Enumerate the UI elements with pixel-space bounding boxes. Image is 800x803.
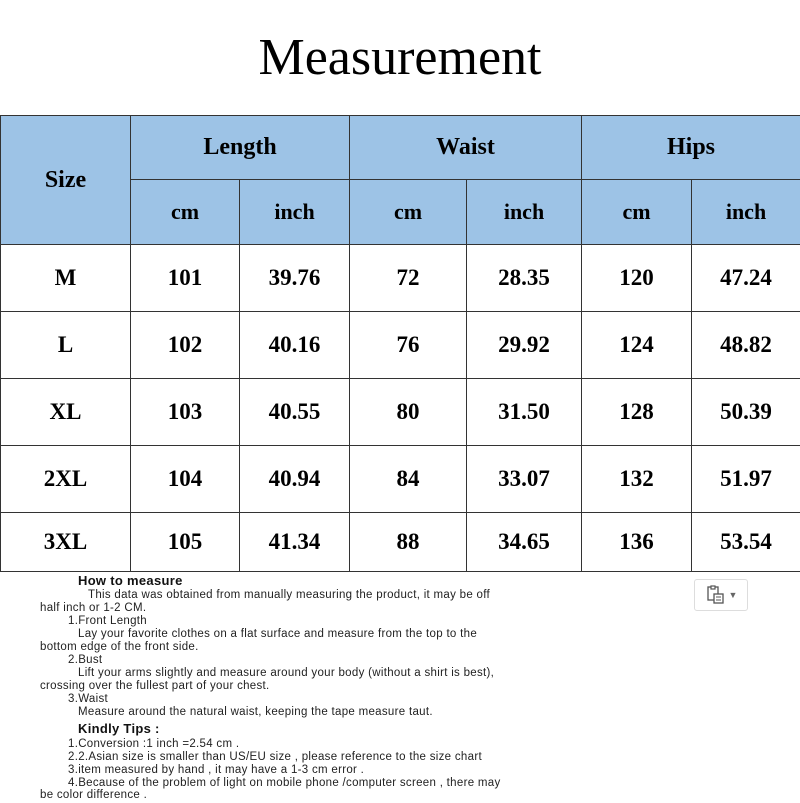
- size-cell: XL: [1, 379, 131, 446]
- note-line: Measure around the natural waist, keeping the tape measure taut.: [78, 705, 433, 720]
- unit-header: cm: [131, 180, 240, 245]
- table-row: [1, 245, 800, 312]
- table-cell: 53.54: [692, 513, 800, 572]
- table-cell: 72: [350, 245, 467, 312]
- table-cell: 50.39: [692, 379, 800, 446]
- size-cell: L: [1, 312, 131, 379]
- unit-header: inch: [467, 180, 582, 245]
- tip-line: be color difference .: [40, 788, 147, 803]
- note-line: This data was obtained from manually measuring the product, it may be off: [88, 588, 490, 603]
- table-cell: 101: [131, 245, 240, 312]
- table-cell: 128: [582, 379, 692, 446]
- table-cell: 31.50: [467, 379, 582, 446]
- page-title: Measurement: [0, 0, 800, 116]
- tip-line: 3.item measured by hand , it may have a 1-3 cm error .: [68, 763, 364, 778]
- table-cell: 28.35: [467, 245, 582, 312]
- table-cell: 51.97: [692, 446, 800, 513]
- note-line: Lift your arms slightly and measure around your body (without a shirt is best),: [78, 666, 494, 681]
- table-cell: 124: [582, 312, 692, 379]
- table-cell: 33.07: [467, 446, 582, 513]
- note-line: bottom edge of the front side.: [40, 640, 199, 655]
- chevron-down-icon: ▼: [729, 590, 738, 600]
- length-header: Length: [131, 116, 350, 180]
- note-line: 2.Bust: [68, 653, 102, 668]
- paste-options-icon: [705, 585, 725, 605]
- table-row: [1, 379, 800, 446]
- paste-options-button[interactable]: [694, 579, 748, 611]
- table-cell: 105: [131, 513, 240, 572]
- table-cell: 80: [350, 379, 467, 446]
- table-cell: 47.24: [692, 245, 800, 312]
- note-line: crossing over the fullest part of your chest.: [40, 679, 270, 694]
- table-cell: 103: [131, 379, 240, 446]
- table-cell: 29.92: [467, 312, 582, 379]
- table-cell: 39.76: [240, 245, 350, 312]
- unit-header: cm: [582, 180, 692, 245]
- unit-header: cm: [350, 180, 467, 245]
- tip-line: 2.2.Asian size is smaller than US/EU size , please reference to the size chart: [68, 750, 482, 765]
- table-cell: 136: [582, 513, 692, 572]
- table-cell: 84: [350, 446, 467, 513]
- note-line: half inch or 1-2 CM.: [40, 601, 146, 616]
- table-cell: 132: [582, 446, 692, 513]
- tip-line: 4.Because of the problem of light on mobile phone /computer screen , there may: [68, 776, 501, 791]
- hips-header: Hips: [582, 116, 800, 180]
- unit-header: inch: [692, 180, 800, 245]
- table-cell: 40.16: [240, 312, 350, 379]
- table-cell: 41.34: [240, 513, 350, 572]
- table-cell: 120: [582, 245, 692, 312]
- table-row: [1, 312, 800, 379]
- size-cell: 3XL: [1, 513, 131, 572]
- table-cell: 76: [350, 312, 467, 379]
- table-cell: 48.82: [692, 312, 800, 379]
- size-chart-table: [0, 115, 800, 572]
- size-cell: 2XL: [1, 446, 131, 513]
- unit-header: inch: [240, 180, 350, 245]
- size-header: Size: [1, 116, 131, 245]
- table-cell: 40.94: [240, 446, 350, 513]
- how-to-measure-heading: How to measure: [78, 574, 183, 589]
- note-line: 3.Waist: [68, 692, 108, 707]
- table-cell: 102: [131, 312, 240, 379]
- note-line: 1.Front Length: [68, 614, 147, 629]
- table-cell: 34.65: [467, 513, 582, 572]
- size-cell: M: [1, 245, 131, 312]
- waist-header: Waist: [350, 116, 582, 180]
- table-cell: 88: [350, 513, 467, 572]
- table-row: [1, 446, 800, 513]
- kindly-tips-heading: Kindly Tips :: [78, 722, 160, 737]
- tip-line: 1.Conversion :1 inch =2.54 cm .: [68, 737, 239, 752]
- note-line: Lay your favorite clothes on a flat surface and measure from the top to the: [78, 627, 477, 642]
- table-cell: 104: [131, 446, 240, 513]
- measurement-notes: [0, 570, 800, 800]
- table-cell: 40.55: [240, 379, 350, 446]
- table-row: [1, 513, 800, 572]
